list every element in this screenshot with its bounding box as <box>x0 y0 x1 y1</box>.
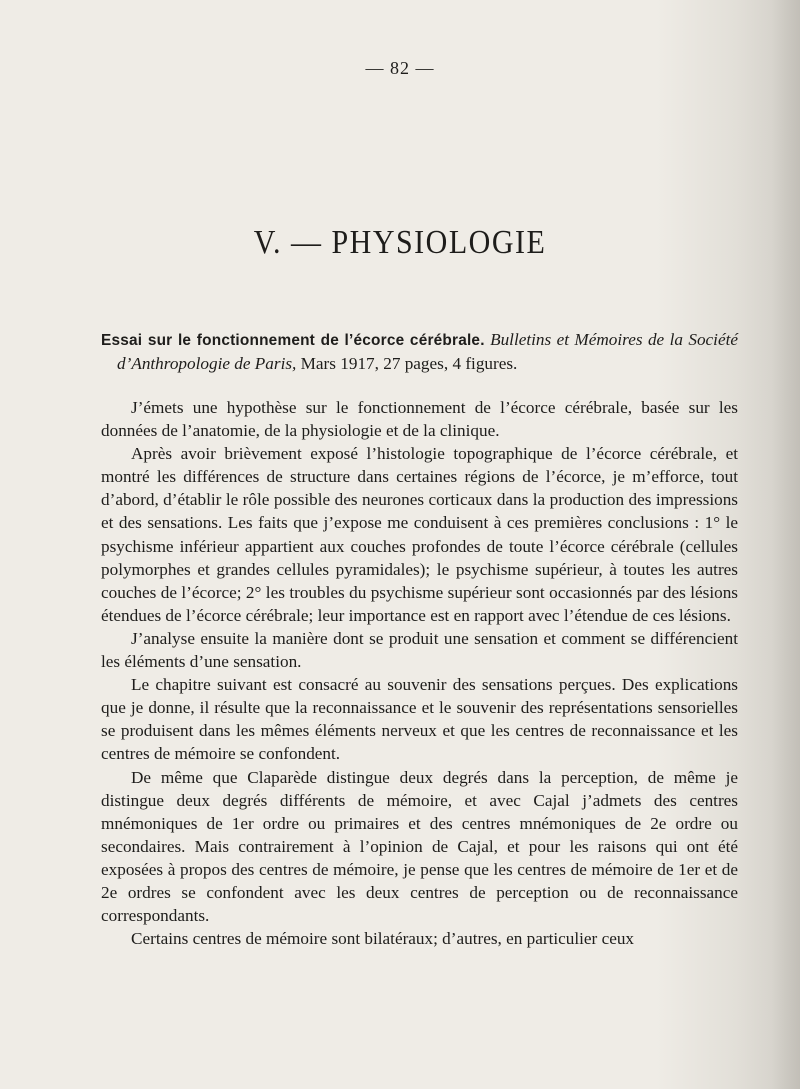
paragraph: De même que Claparède distingue deux degrés dans la perception, de même je distingue deux degrés différents de mémoire, et avec Cajal j’admets des centres mnémoniques de 1er ordre ou primaires et des centres mnémoniques de 2e ordre ou secondaires. Mais contrairement à l’opinion de Cajal, et pour les raisons qui ont été exposées à propos des centres de mémoire, je pense que les centres de mémoire de 1er et de 2e ordres se confondent avec les deux centres de perception ou de reconnaissance correspondants. <box>101 767 738 926</box>
chapter-title: V. — PHYSIOLOGIE <box>253 223 547 261</box>
reference-entry <box>101 328 738 375</box>
paragraph: Après avoir brièvement exposé l’histologie topographique de l’écorce cérébrale, et montré les différences de structure dans certaines régions de l’écorce, je m’efforce, tout d’abord, d’établir le rôle possible des neurones corticaux dans la production des impressions et des sensations. Les faits que j’expose me conduisent à ces premières conclusions : 1° le psychisme inférieur appartient aux couches profondes de toute l’écorce cérébrale (cellules polymorphes et grandes cellules pyramidales); le psychisme supérieur, à toutes les autres couches de l’écorce; 2° les troubles du psychisme supérieur sont occasionnés par des lésions étendues de l’écorce cérébrale; leur importance est en rapport avec l’étendue de ces lésions. <box>101 444 738 625</box>
page-number: — 82 — <box>365 58 435 78</box>
reference-journal: Bulletins et Mémoires de la Société d’Anthropologie de Paris, <box>117 330 738 374</box>
body-text <box>101 396 738 950</box>
paragraph: J’émets une hypothèse sur le fonctionnement de l’écorce cérébrale, basée sur les données de l’anatomie, de la physiologie et de la clinique. <box>101 398 738 441</box>
paragraph: J’analyse ensuite la manière dont se produit une sensation et comment se différencient les éléments d’une sensation. <box>101 628 738 672</box>
page-edge-shadow <box>772 0 800 1089</box>
paragraph: Certains centres de mémoire sont bilatéraux; d’autres, en particulier ceux <box>131 929 635 949</box>
reference-details: Mars 1917, 27 pages, 4 figures. <box>300 354 518 374</box>
reference-title: Essai sur le fonctionnement de l’écorce cérébrale. <box>101 332 485 349</box>
bibliographic-reference <box>101 328 738 375</box>
paragraph: Le chapitre suivant est consacré au souvenir des sensations perçues. Des explications que je donne, il résulte que la reconnaissance et le souvenir des représentations sensorielles se produisent dans les mêmes éléments nerveux et que les centres de reconnaissance et les centres de mémoire se confondent. <box>101 675 738 764</box>
